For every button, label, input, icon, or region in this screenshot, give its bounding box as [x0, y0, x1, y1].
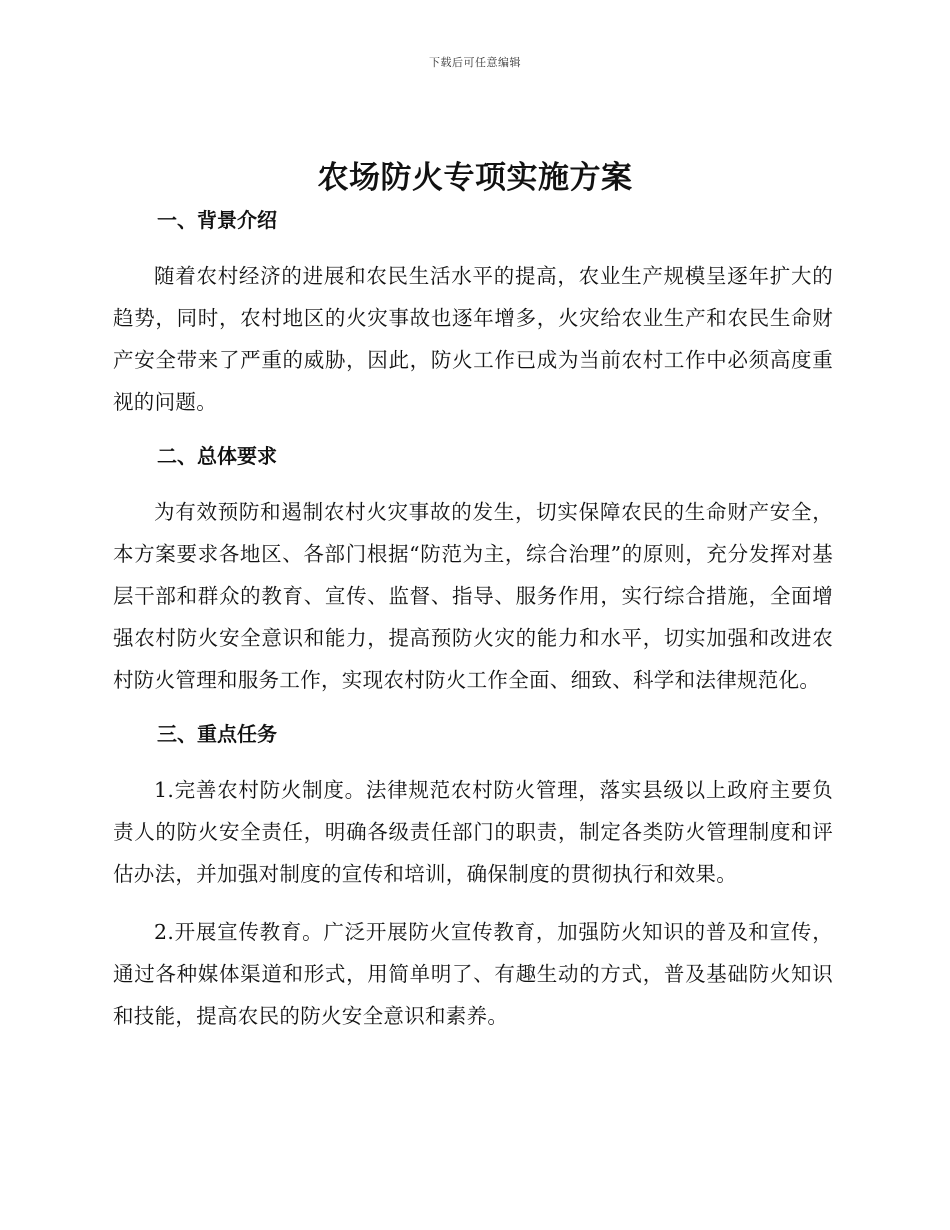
section-heading-requirements: 二、总体要求: [157, 444, 277, 468]
section-heading-key-tasks: 三、重点任务: [157, 722, 277, 746]
section-heading-background: 一、背景介绍: [157, 208, 277, 232]
paragraph-requirements: 为有效预防和遏制农村火灾事故的发生，切实保障农民的生命财产安全，本方案要求各地区、各部门根据“防范为主，综合治理”的原则，充分发挥对基层干部和群众的教育、宣传、监督、指导、服务作用，实行综合措施，全面增强农村防火安全意识和能力，提高预防火灾的能力和水平，切实加强和改进农村防火管理和服务工作，实现农村防火工作全面、细致、科学和法律规范化。: [113, 500, 833, 692]
document-title: 农场防火专项实施方案: [317, 160, 633, 196]
document-body: [113, 206, 833, 1037]
paragraph-task-1: 1.完善农村防火制度。法律规范农村防火管理，落实县级以上政府主要负责人的防火安全责任，明确各级责任部门的职责，制定各类防火管理制度和评估办法，并加强对制度的宣传和培训，确保制度的贯彻执行和效果。: [113, 778, 833, 886]
paragraph-background: 随着农村经济的进展和农民生活水平的提高，农业生产规模呈逐年扩大的趋势，同时，农村地区的火灾事故也逐年增多，火灾给农业生产和农民生命财产安全带来了严重的威胁，因此，防火工作已成为当前农村工作中必须高度重视的问题。: [113, 264, 833, 414]
paragraph-task-2: 2.开展宣传教育。广泛开展防火宣传教育，加强防火知识的普及和宣传，通过各种媒体渠道和形式，用简单明了、有趣生动的方式，普及基础防火知识和技能，提高农民的防火安全意识和素养。: [113, 920, 833, 1028]
header-note: 下载后可任意编辑: [429, 56, 521, 69]
